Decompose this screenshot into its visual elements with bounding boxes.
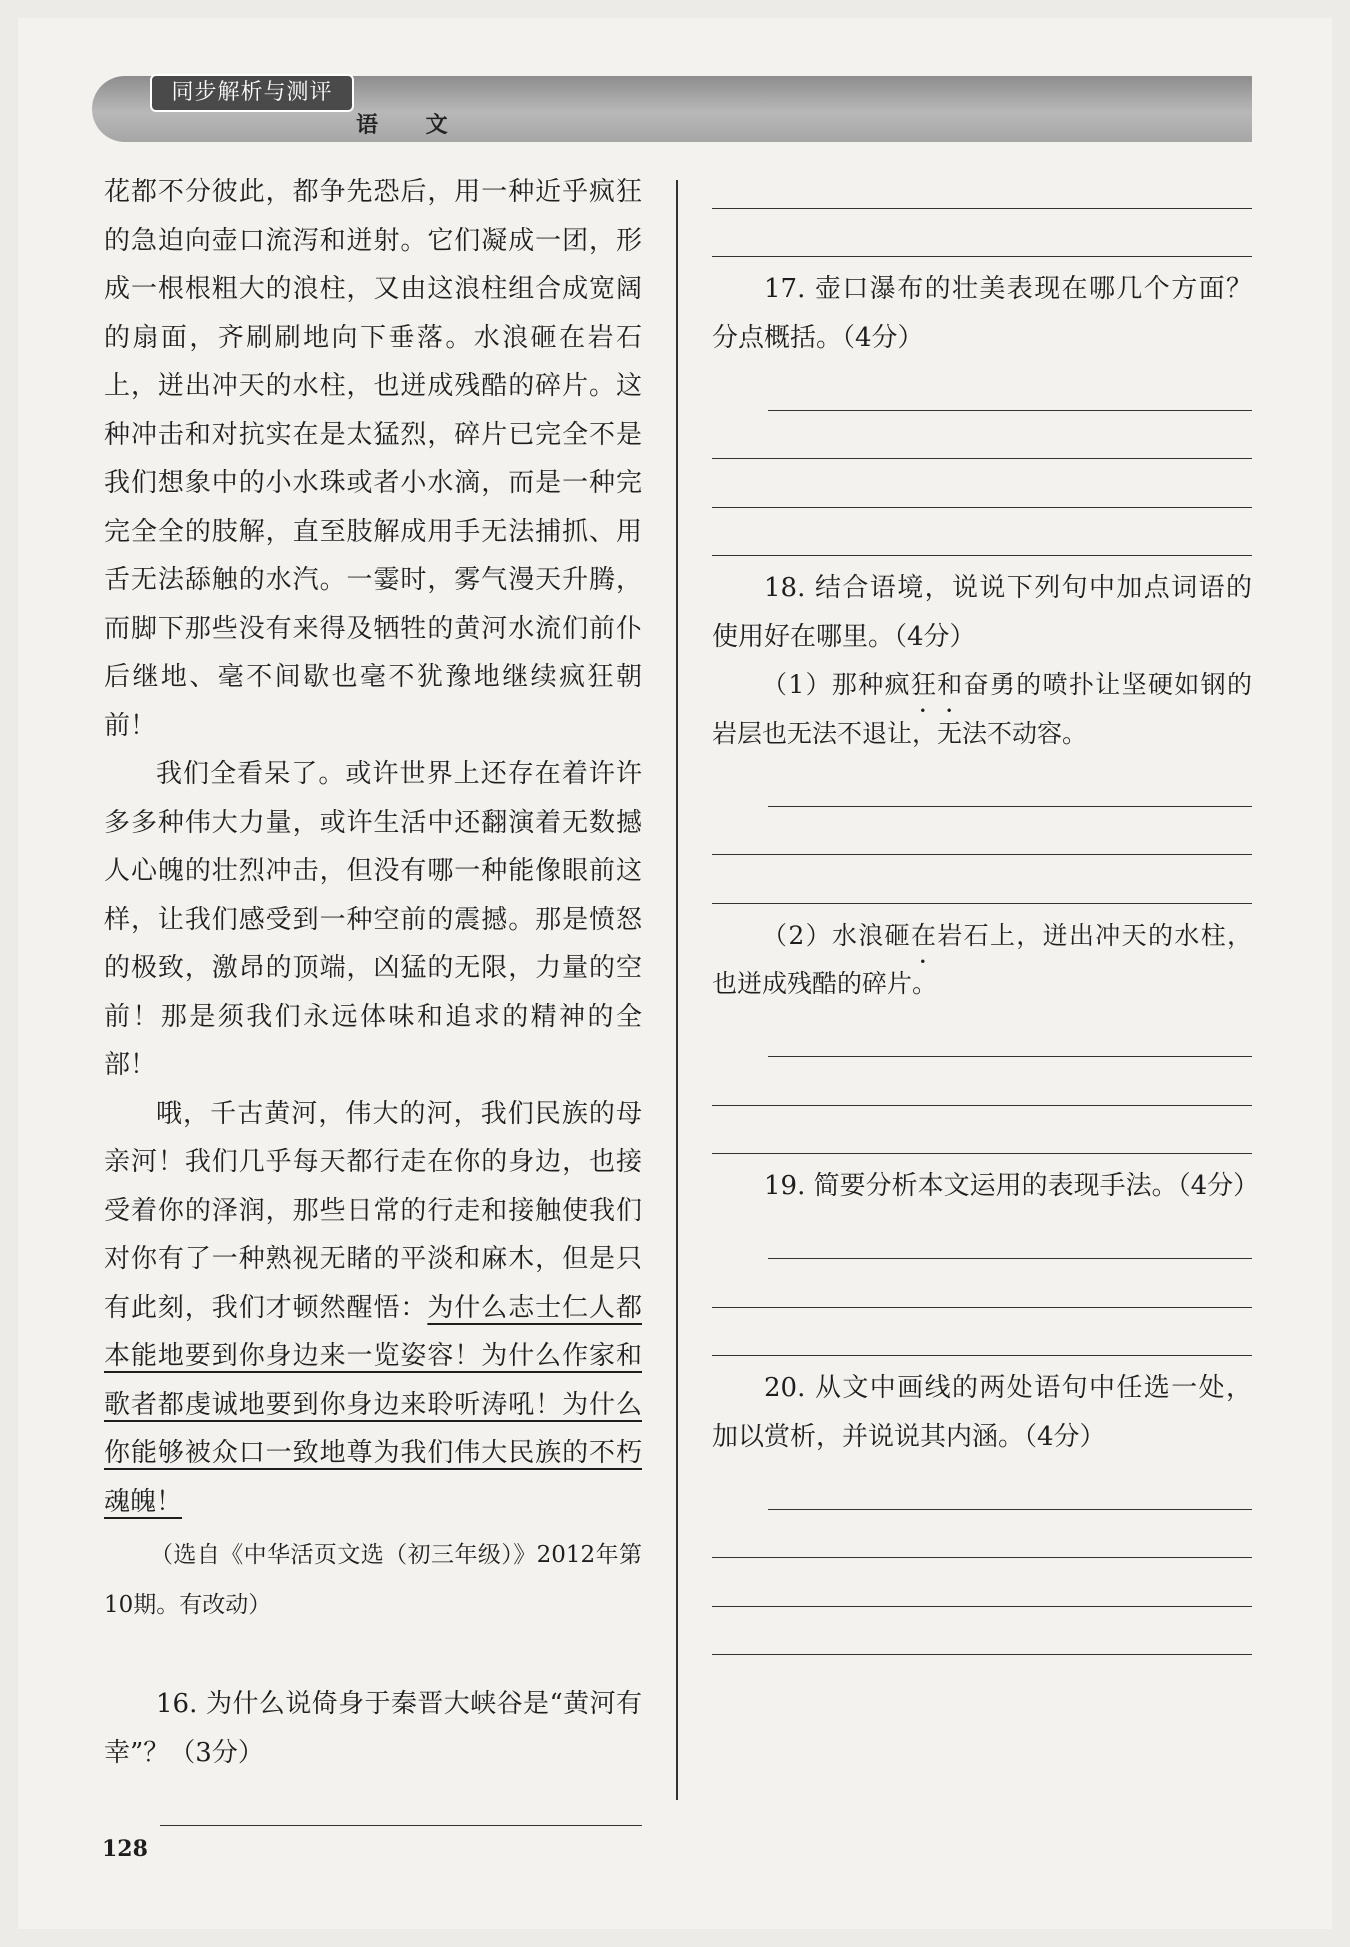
spacer <box>104 1630 642 1680</box>
passage-paragraph-2: 我们全看呆了。或许世界上还存在着许许多多种伟大力量，或许生活中还翻演着无数撼人心魄的壮烈冲击，但没有哪一种能像眼前这样，让我们感受到一种空前的震撼。那是愤怒的极致，激昂的顶端，凶猛的无限，力量的空前！那是须我们永远体味和追求的精神的全部！ <box>104 759 642 1080</box>
right-column <box>712 160 1260 1655</box>
question-20: 20. 从文中画线的两处语句中任选一处，加以赏析，并说说其内涵。（4分） <box>712 1373 1252 1452</box>
answer-line[interactable] <box>712 1259 1252 1308</box>
subject-title: 语 文 <box>356 113 468 138</box>
answer-line[interactable] <box>160 1777 642 1826</box>
answer-line[interactable] <box>712 1510 1252 1559</box>
answer-line[interactable] <box>768 1461 1252 1510</box>
answer-line[interactable] <box>712 807 1252 856</box>
passage-paragraph-3 <box>104 1090 642 1527</box>
answer-line[interactable] <box>712 1558 1252 1607</box>
page-number: 128 <box>102 1836 148 1862</box>
question-18-2 <box>712 912 1252 1009</box>
q18-1-prefix: （1）那种 <box>762 670 885 699</box>
q18-2-prefix: （2）水浪 <box>762 920 885 950</box>
question-18-1 <box>712 661 1252 758</box>
question-17: 17. 壶口瀑布的壮美表现在哪几个方面？分点概括。（4分） <box>712 274 1252 353</box>
source-citation: （选自《中华活页文选（初三年级）》2012年第10期。有改动） <box>104 1542 642 1618</box>
answer-line[interactable] <box>712 1308 1252 1357</box>
underlined-sentence: 为什么志士仁人都本能地要到你身边来一览姿容！为什么作家和歌者都虔诚地要到你身边来聆听涛吼！为什么你能够被众口一致地尊为我们伟大民族的不朽魂魄！ <box>104 1292 642 1517</box>
series-title: 同步解析与测评 <box>150 74 354 112</box>
q18-2-suffix: 在岩石上，迸出冲天的水柱，也迸成残酷的碎片。 <box>712 920 1252 998</box>
answer-line[interactable] <box>712 508 1252 557</box>
passage-paragraph-1: 花都不分彼此，都争先恐后，用一种近乎疯狂的急迫向壶口流泻和迸射。它们凝成一团，形成一根根粗大的浪柱，又由这浪柱组合成宽阔的扇面，齐刷刷地向下垂落。水浪砸在岩石上，迸出冲天的水柱，也迸成残酷的碎片。这种冲击和对抗实在是太猛烈，碎片已完全不是我们想象中的小水珠或者小水滴，而是一种完完全全的肢解，直至肢解成用手无法捕抓、用舌无法舔触的水汽。一霎时，雾气漫天升腾，而脚下那些没有来得及牺牲的黄河水流们前仆后继地、毫不间歇也毫不犹豫地继续疯狂朝前！ <box>104 177 642 741</box>
dotted-word: 砸 <box>884 920 911 950</box>
question-18: 18. 结合语境，说说下列句中加点词语的使用好在哪里。（4分） <box>712 573 1252 652</box>
answer-line[interactable] <box>768 1009 1252 1058</box>
column-divider <box>676 180 678 1800</box>
answer-line[interactable] <box>712 459 1252 508</box>
answer-line[interactable] <box>712 160 1252 209</box>
answer-line[interactable] <box>768 362 1252 411</box>
left-column <box>104 168 642 1826</box>
answer-line[interactable] <box>712 209 1252 258</box>
question-19: 19. 简要分析本文运用的表现手法。（4分） <box>764 1171 1260 1201</box>
answer-line[interactable] <box>712 1106 1252 1155</box>
answer-line[interactable] <box>768 1211 1252 1260</box>
dotted-word: 疯 <box>884 670 911 699</box>
dotted-word: 狂 <box>910 670 938 699</box>
answer-line[interactable] <box>712 1057 1252 1106</box>
answer-line[interactable] <box>712 855 1252 904</box>
question-16: 16. 为什么说倚身于秦晋大峡谷是“黄河有幸”？（3分） <box>104 1689 642 1768</box>
passage-paragraph-3-text: 哦，千古黄河，伟大的河，我们民族的母亲河！我们几乎每天都行走在你的身边，也接受着你的泽润，那些日常的行走和接触使我们对你有了一种熟视无睹的平淡和麻木，但是只有此刻，我们才顿然醒悟： <box>104 1098 642 1323</box>
answer-line[interactable] <box>712 411 1252 460</box>
answer-line[interactable] <box>768 758 1252 807</box>
answer-line[interactable] <box>712 1607 1252 1656</box>
q18-1-suffix: 和奋勇的喷扑让坚硬如钢的岩层也无法不退让，无法不动容。 <box>712 670 1252 748</box>
